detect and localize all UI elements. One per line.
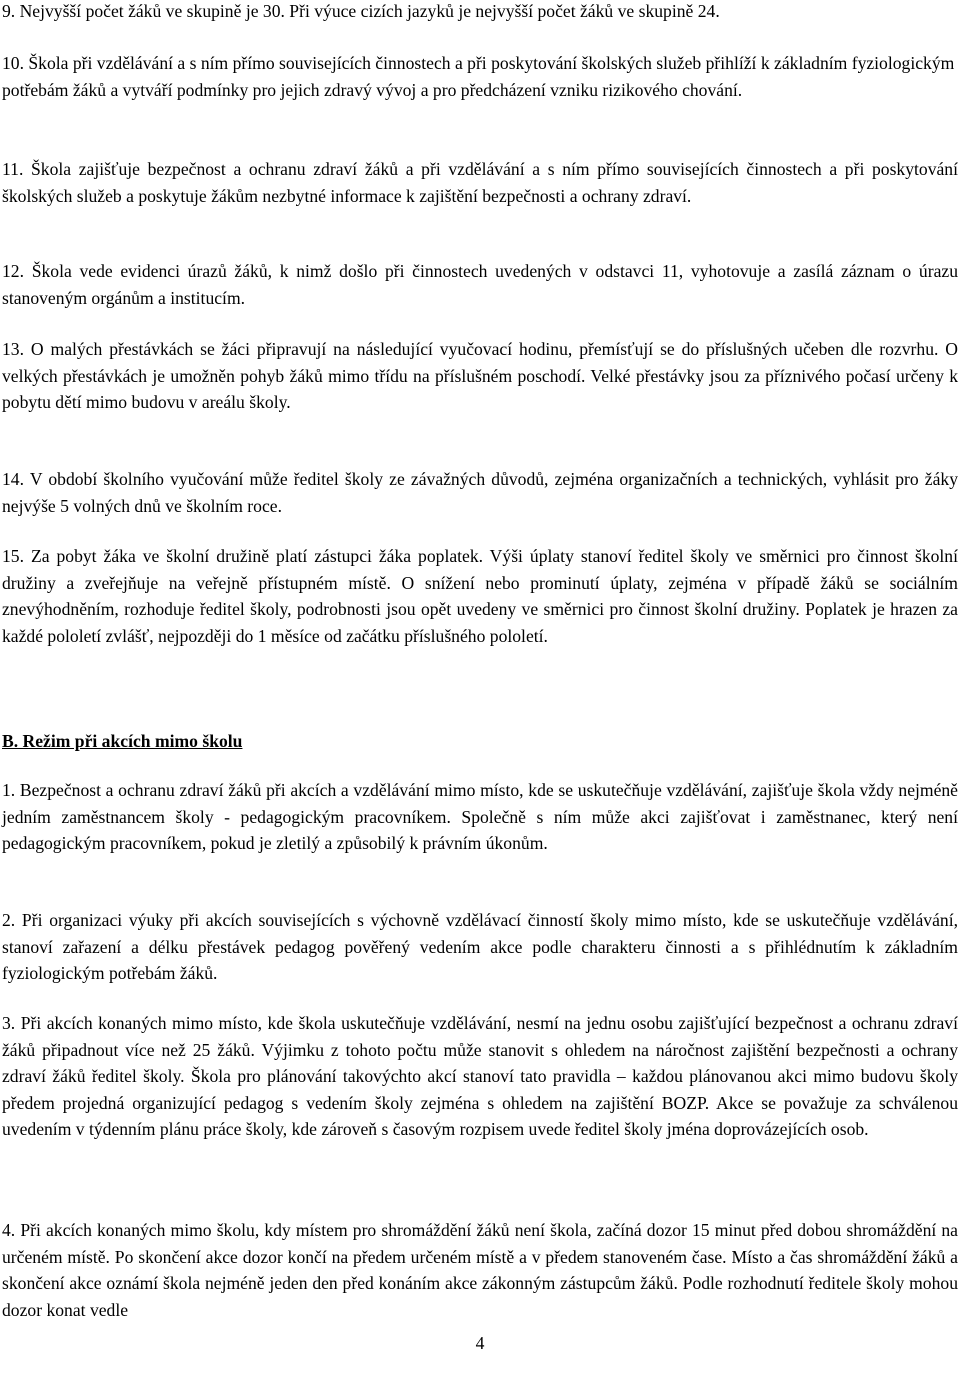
paragraph-15: 15. Za pobyt žáka ve školní družině platí zástupci žáka poplatek. Výši úplaty stanoví ředitel školy ve směrnici pro činnost školní družiny a zveřejňuje na veřejně přístupném místě. O snížení nebo prominutí úplaty, zejména v případě žáků se sociálním znevýhodněním, rozhoduje ředitel školy, podrobnosti jsou opět uvedeny ve směrnici pro činnost školní družiny. Poplatek je hrazen za každé pololetí zvlášť, nejpozději do 1 měsíce od začátku příslušného pololetí.: [2, 546, 958, 646]
section-heading: B. Režim při akcích mimo školu: [2, 731, 243, 751]
section-paragraph-2: 2. Při organizaci výuky při akcích souvisejících s výchovně vzdělávací činností školy mimo místo, kde se uskutečňuje vzdělávání, stanoví zařazení a délku přestávek pedagog pověřený vedením akce podle charakteru činnosti a s přihlédnutím k základním fyziologickým potřebám žáků.: [2, 910, 958, 983]
page-number: 4: [475, 1333, 485, 1353]
section-paragraph-1: 1. Bezpečnost a ochranu zdraví žáků při akcích a vzdělávání mimo místo, kde se uskutečňuje vzdělávání, zajišťuje škola vždy nejméně jedním zaměstnancem školy - pedagogickým pracovníkem. Společně s ním může akci zajišťovat i zaměstnanec, který není pedagogickým pracovníkem, pokud je zletilý a způsobilý k právním úkonům.: [2, 780, 958, 853]
paragraph-10: 10. Škola při vzdělávání a s ním přímo souvisejících činnostech a při poskytování školských služeb přihlíží k základním fyziologickým potřebám žáků a vytváří podmínky pro jejich zdravý vývoj a pro předcházení vzniku rizikového chování.: [2, 53, 955, 100]
paragraph-14: 14. V období školního vyučování může ředitel školy ze závažných důvodů, zejména organizačních a technických, vyhlásit pro žáky nejvýše 5 volných dnů ve školním roce.: [2, 469, 958, 516]
section-paragraph-4: 4. Při akcích konaných mimo školu, kdy místem pro shromáždění žáků není škola, začíná dozor 15 minut před dobou shromáždění na určeném místě. Po skončení akce dozor končí na předem určeném místě a v předem stanoveném čase. Místo a čas shromáždění žáků a skončení akce oznámí škola nejméně jeden den před konáním akce zákonným zástupcům žáků. Podle rozhodnutí ředitele školy mohou dozor konat vedle: [2, 1220, 958, 1320]
section-paragraph-3: 3. Při akcích konaných mimo místo, kde škola uskutečňuje vzdělávání, nesmí na jednu osobu zajišťující bezpečnost a ochranu zdraví žáků připadnout více než 25 žáků. Výjimku z tohoto počtu může stanovit s ohledem na náročnost zajištění bezpečnosti a ochrany zdraví žáků ředitel školy. Škola pro plánování takovýchto akcí stanoví tato pravidla – každou plánovanou akci mimo budovu školy předem projedná organizující pedagog s vedením školy zejména s ohledem na zajištění BOZP. Akce se považuje za schválenou uvedením v týdenním plánu práce školy, kde zároveň s časovým rozpisem uvede ředitel školy jména doprovázejících osob.: [2, 1013, 958, 1139]
paragraph-11: 11. Škola zajišťuje bezpečnost a ochranu zdraví žáků a při vzdělávání a s ním přímo souvisejících činnostech a při poskytování školských služeb a poskytuje žákům nezbytné informace k zajištění bezpečnosti a ochrany zdraví.: [2, 159, 958, 206]
paragraph-9: 9. Nejvyšší počet žáků ve skupině je 30. Při výuce cizích jazyků je nejvyšší počet žáků ve skupině 24.: [2, 1, 720, 21]
paragraph-13: 13. O malých přestávkách se žáci připravují na následující vyučovací hodinu, přemísťují se do příslušných učeben dle rozvrhu. O velkých přestávkách je umožněn pohyb žáků mimo třídu na příslušném poschodí. Velké přestávky jsou za příznivého počasí určeny k pobytu dětí mimo budovu v areálu školy.: [2, 339, 958, 412]
paragraph-12: 12. Škola vede evidenci úrazů žáků, k nimž došlo při činnostech uvedených v odstavci 11, vyhotovuje a zasílá záznam o úrazu stanoveným orgánům a institucím.: [2, 261, 958, 308]
